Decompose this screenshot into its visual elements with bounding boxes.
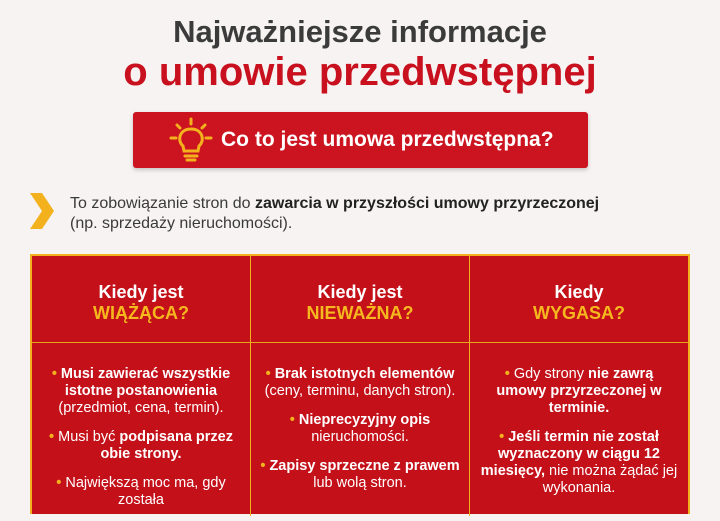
column-items xyxy=(478,366,680,509)
intro-part2: (np. sprzedaży nieruchomości). xyxy=(70,215,293,232)
item-text: Gdy strony xyxy=(513,366,588,382)
header-divider xyxy=(470,342,688,343)
chevron-right-icon xyxy=(30,193,54,229)
column-header xyxy=(251,256,469,342)
item-bold: Nieprecyzyjny opis xyxy=(298,412,431,428)
header-divider xyxy=(251,342,469,343)
bullet-icon: • xyxy=(265,366,271,382)
bullet-icon: • xyxy=(51,366,57,382)
list-item xyxy=(40,475,242,509)
column-header-line1: Kiedy xyxy=(554,282,604,302)
title-line-1: Najważniejsze informacje xyxy=(173,14,547,49)
list-item xyxy=(259,366,461,400)
question-text: Co to jest umowa przedwstępna? xyxy=(221,128,554,151)
bullet-icon: • xyxy=(504,366,510,382)
column-invalid xyxy=(251,256,470,516)
bullet-icon: • xyxy=(260,458,266,474)
column-header-line2: NIEWAŻNA? xyxy=(306,303,414,323)
list-item xyxy=(259,458,461,492)
intro-bold: zawarcia w przyszłości umowy przyrzeczonej xyxy=(255,195,600,212)
list-item xyxy=(40,429,242,463)
item-text: nieruchomości. xyxy=(311,429,409,445)
column-header-line1: Kiedy jest xyxy=(98,282,184,302)
column-header xyxy=(470,256,688,342)
item-bold: Brak istotnych elementów xyxy=(274,366,455,382)
item-bold: Zapisy sprzeczne z prawem xyxy=(269,458,460,474)
column-header-line2: WIĄŻĄCA? xyxy=(93,303,189,323)
header-divider xyxy=(32,342,250,343)
item-text: (przedmiot, cena, termin). xyxy=(58,400,224,416)
column-items xyxy=(259,366,461,504)
item-text: Musi być xyxy=(58,429,120,445)
intro-part1: To zobowiązanie stron do xyxy=(70,195,255,212)
title-line-2: o umowie przedwstępnej xyxy=(123,50,597,94)
list-item xyxy=(478,366,680,417)
item-text: (ceny, terminu, danych stron). xyxy=(264,383,456,399)
column-expiry xyxy=(470,256,688,516)
bullet-icon: • xyxy=(56,475,62,491)
info-table xyxy=(30,254,690,514)
lightbulb-icon xyxy=(167,116,215,164)
column-binding xyxy=(32,256,251,516)
column-header-line1: Kiedy jest xyxy=(317,282,403,302)
item-bold: Jeśli termin nie został wyznaczony w ciągu 12 miesięcy, xyxy=(480,429,660,479)
column-header xyxy=(32,256,250,342)
item-text: Największą moc ma, gdy została xyxy=(65,475,226,508)
item-bold: podpisana przez obie strony. xyxy=(100,429,233,462)
list-item xyxy=(478,429,680,497)
item-bold: nie zawrą umowy przyrzeczonej w terminie. xyxy=(496,366,662,416)
bullet-icon: • xyxy=(49,429,55,445)
intro-text xyxy=(70,194,710,234)
bullet-icon: • xyxy=(499,429,505,445)
question-banner xyxy=(133,112,588,168)
item-text: lub wolą stron. xyxy=(313,475,407,491)
item-text: nie można żądać jej wykonania. xyxy=(542,463,678,496)
bullet-icon: • xyxy=(289,412,295,428)
item-bold: Musi zawierać wszystkie istotne postanowienia xyxy=(60,366,231,399)
column-items xyxy=(40,366,242,521)
list-item xyxy=(40,366,242,417)
list-item xyxy=(259,412,461,446)
column-header-line2: WYGASA? xyxy=(533,303,625,323)
